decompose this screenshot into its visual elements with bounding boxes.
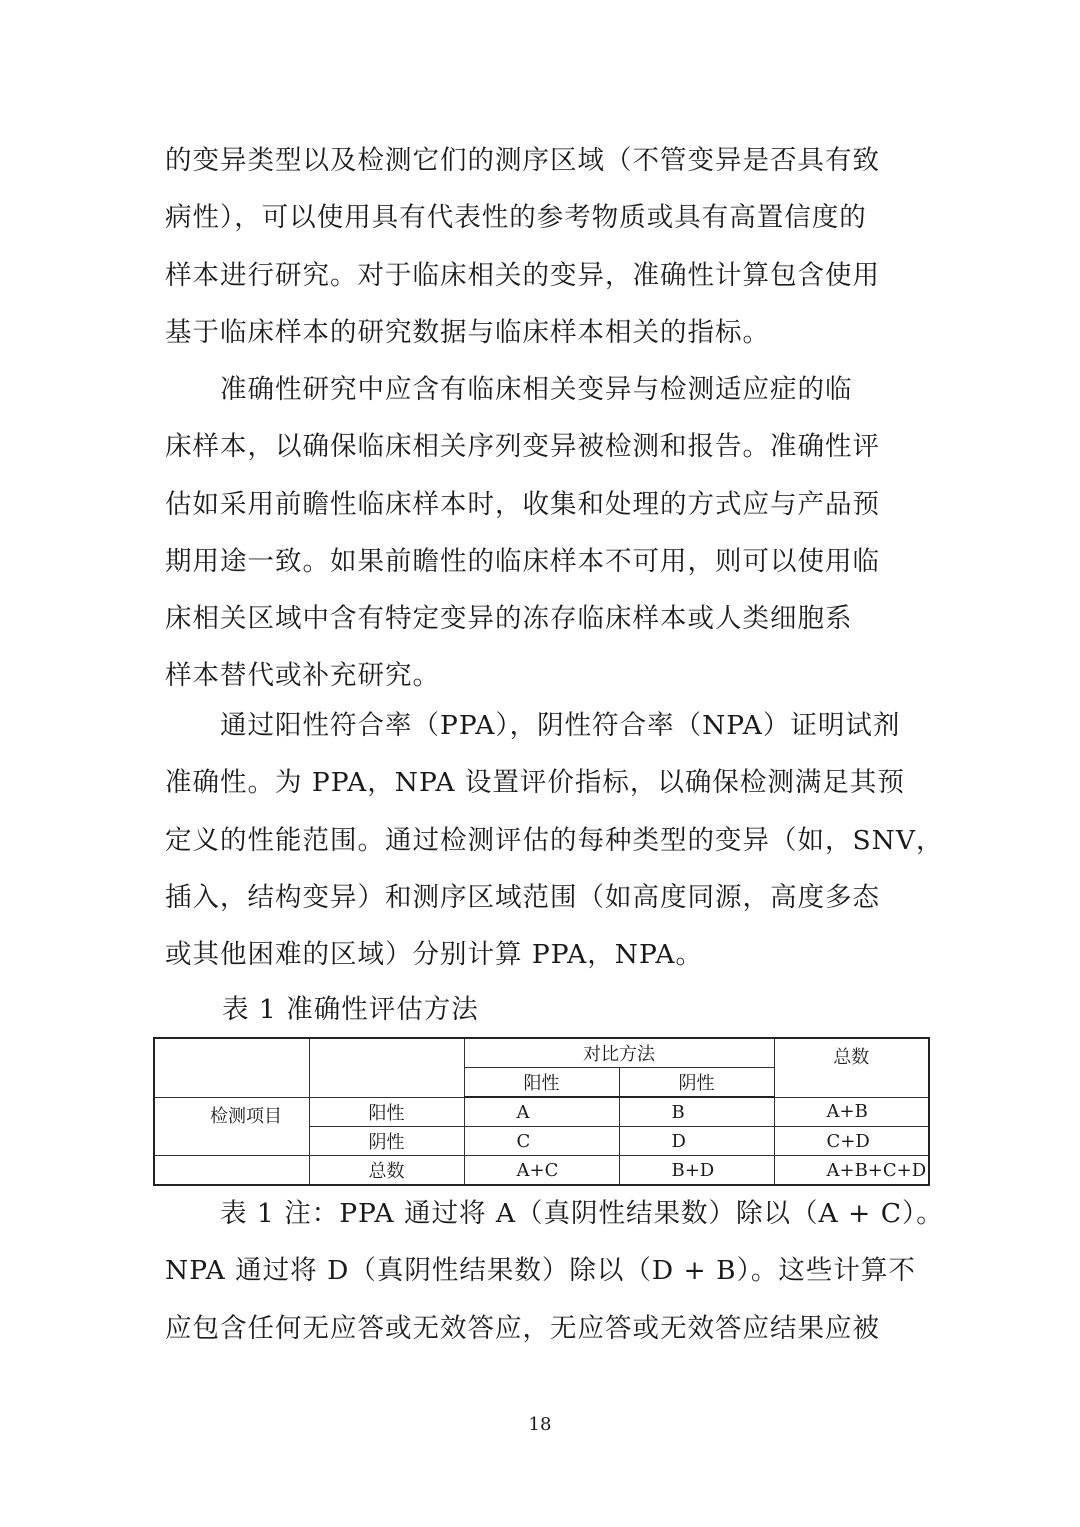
paragraph-line: 表 1 注：PPA 通过将 A（真阴性结果数）除以（A + C）。 xyxy=(165,1198,944,1229)
paragraph-line: 病性），可以使用具有代表性的参考物质或具有高置信度的 xyxy=(165,202,867,234)
paragraph-line: 的变异类型以及检测它们的测序区域（不管变异是否具有致 xyxy=(165,145,880,176)
paragraph-line: NPA 通过将 D（真阴性结果数）除以（D + B）。这些计算不 xyxy=(165,1255,916,1287)
paragraph-line: 基于临床样本的研究数据与临床样本相关的指标。 xyxy=(165,316,770,348)
cell-value: A+B xyxy=(774,1097,929,1127)
paragraph-line: 床样本，以确保临床相关序列变异被检测和报告。准确性评 xyxy=(165,431,880,463)
header-total: 总数 xyxy=(774,1038,929,1097)
table-caption: 表 1 准确性评估方法 xyxy=(222,994,479,1025)
cell-value: B+D xyxy=(619,1156,774,1186)
cell-value: A+B+C+D xyxy=(774,1156,929,1186)
cell-value: A xyxy=(464,1097,619,1127)
paragraph-line: 准确性研究中应含有临床相关变异与检测适应症的临 xyxy=(165,374,853,405)
paragraph-line: 通过阳性符合率（PPA），阴性符合率（NPA）证明试剂 xyxy=(165,710,901,741)
paragraph-line: 样本替代或补充研究。 xyxy=(165,660,440,692)
paragraph-line: 期用途一致。如果前瞻性的临床样本不可用，则可以使用临 xyxy=(165,545,880,577)
paragraph-line: 应包含任何无应答或无效答应，无应答或无效答应结果应被 xyxy=(165,1312,880,1344)
paragraph-line: 或其他困难的区域）分别计算 PPA，NPA。 xyxy=(165,939,704,971)
paragraph-line: 样本进行研究。对于临床相关的变异，准确性计算包含使用 xyxy=(165,259,880,291)
paragraph-1 xyxy=(165,132,917,361)
table-note xyxy=(165,1185,944,1357)
paragraph-line: 准确性。为 PPA，NPA 设置评价指标，以确保检测满足其预 xyxy=(165,767,905,799)
header-compare-method: 对比方法 xyxy=(464,1038,774,1068)
subheader-positive: 阳性 xyxy=(464,1068,619,1098)
cell-value: C+D xyxy=(774,1127,929,1156)
accuracy-evaluation-table xyxy=(153,1037,930,1186)
paragraph-line: 估如采用前瞻性临床样本时，收集和处理的方式应与产品预 xyxy=(165,488,880,520)
paragraph-2 xyxy=(165,361,917,705)
table-row xyxy=(154,1097,929,1127)
cell-value: B xyxy=(619,1097,774,1127)
paragraph-line: 插入，结构变异）和测序区域范围（如高度同源，高度多态 xyxy=(165,881,880,913)
row-label: 阳性 xyxy=(309,1097,464,1127)
paragraph-line: 定义的性能范围。通过检测评估的每种类型的变异（如，SNV， xyxy=(165,824,944,856)
subheader-negative: 阴性 xyxy=(619,1068,774,1098)
paragraph-line: 床相关区域中含有特定变异的冻存临床样本或人类细胞系 xyxy=(165,603,853,635)
empty-cell xyxy=(154,1156,309,1186)
cell-value: D xyxy=(619,1127,774,1156)
table-corner-cell xyxy=(154,1038,309,1097)
paragraph-3 xyxy=(165,697,944,983)
table-corner-cell xyxy=(309,1038,464,1097)
page-number: 18 xyxy=(528,1414,552,1435)
cell-value: A+C xyxy=(464,1156,619,1186)
row-group-label: 检测项目 xyxy=(154,1097,309,1156)
table-row xyxy=(154,1156,929,1186)
cell-value: C xyxy=(464,1127,619,1156)
row-label: 总数 xyxy=(309,1156,464,1186)
row-label: 阴性 xyxy=(309,1127,464,1156)
